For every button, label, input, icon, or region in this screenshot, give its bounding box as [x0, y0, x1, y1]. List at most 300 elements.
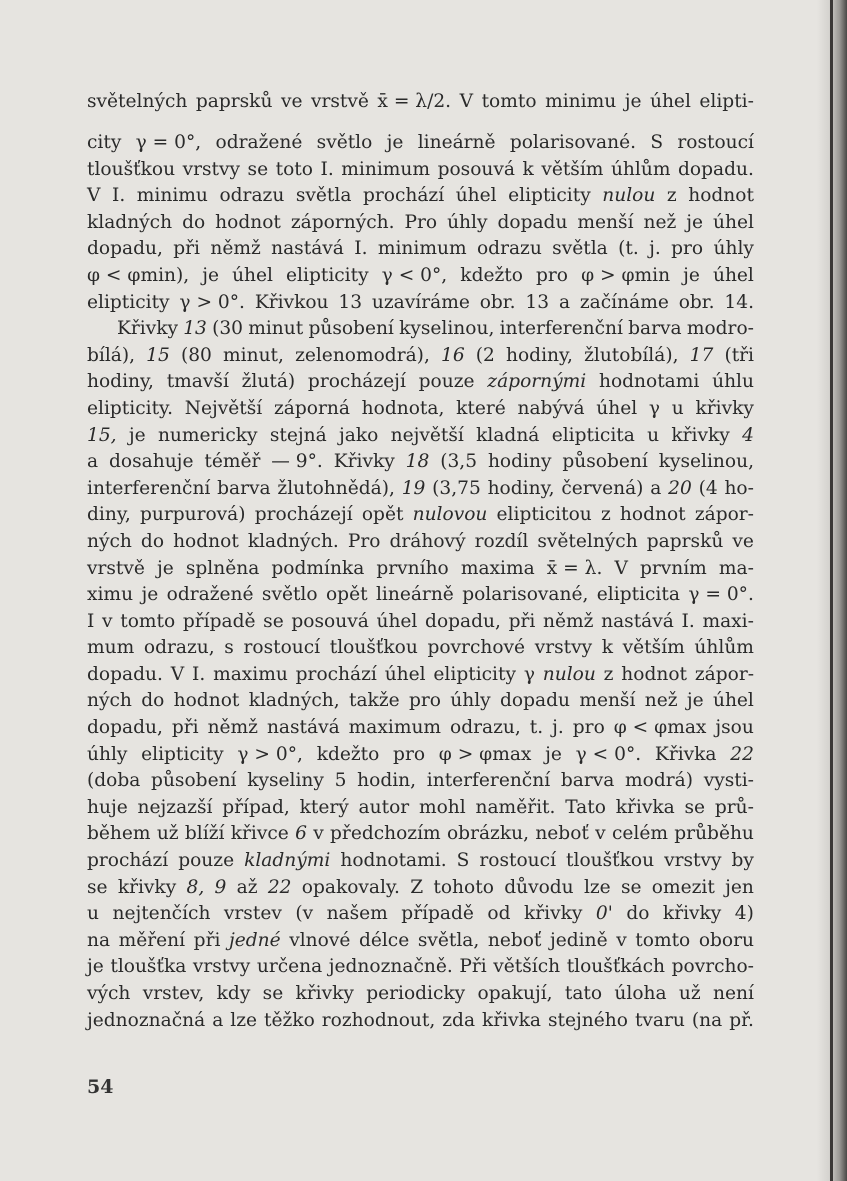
word: v: [616, 929, 627, 951]
text-line: [87, 742, 754, 769]
word: V: [87, 185, 101, 207]
text-line: [87, 954, 754, 981]
word: opět: [325, 584, 368, 606]
word: φ < φmax: [613, 717, 707, 739]
word: hodiny,: [506, 344, 573, 366]
word: lze: [583, 876, 611, 898]
word: obrázku,: [446, 823, 530, 845]
text-line: [87, 423, 754, 450]
word: barva: [628, 318, 682, 340]
word: I.: [681, 610, 695, 632]
word: by: [731, 850, 754, 872]
word: Při: [459, 956, 487, 978]
word: tloušťkou: [566, 850, 655, 872]
word: Největší: [184, 397, 263, 419]
word: je: [686, 690, 704, 712]
word: případě: [182, 610, 256, 632]
word: kyselinou,: [658, 451, 754, 473]
word: se: [684, 796, 706, 818]
word: γ < 0°.: [575, 743, 642, 765]
word: nastává: [601, 610, 674, 632]
word: němž: [543, 610, 594, 632]
word: (tři: [724, 344, 754, 366]
word: s: [224, 637, 234, 659]
text-line: [87, 848, 754, 875]
word: světlo: [316, 132, 373, 153]
word: v: [595, 823, 606, 845]
word: hodnot: [173, 530, 239, 552]
word: neboť: [487, 929, 542, 951]
word: (3,75: [432, 477, 481, 499]
word: je: [128, 424, 146, 446]
word: S: [650, 132, 664, 153]
word: procházejí: [254, 504, 353, 526]
word: 15,: [87, 424, 117, 446]
word: obr.: [678, 291, 715, 313]
word: V: [614, 557, 628, 579]
text-line: [87, 369, 754, 396]
text-line: [87, 582, 754, 609]
word: dopadu,: [87, 238, 163, 260]
word: I.: [191, 663, 206, 685]
word: zápor-: [694, 504, 754, 526]
word: (v: [295, 903, 314, 925]
word: nastává: [271, 238, 344, 260]
word: u: [671, 397, 684, 419]
text-line: [87, 662, 754, 689]
word: 8,: [186, 876, 205, 898]
word: hodnot: [619, 504, 686, 526]
word: hodnota,: [361, 397, 445, 419]
word: autor: [358, 796, 410, 818]
word: který: [299, 796, 349, 818]
word: nejtenčích: [112, 903, 211, 925]
word: I.: [320, 158, 334, 180]
word: podmínka: [271, 557, 365, 579]
word: rozhodnout,: [321, 1009, 436, 1031]
word: Pro: [404, 211, 438, 233]
word: jednoznačně.: [328, 956, 453, 978]
word: z: [666, 185, 677, 207]
word: j.: [552, 717, 564, 739]
word: které: [456, 397, 506, 419]
word: a: [87, 451, 99, 473]
word: kladných,: [248, 690, 340, 712]
word: hodiny: [487, 451, 552, 473]
word: elipticity: [508, 185, 591, 207]
word: jsou: [715, 717, 754, 739]
word: oboru: [698, 929, 754, 951]
word: dopadu: [497, 211, 568, 233]
word: úhel: [713, 211, 754, 233]
word: φ > φmax: [438, 743, 532, 765]
word: (t.: [618, 238, 639, 260]
word: hodnot: [621, 663, 688, 685]
word: opět: [361, 504, 404, 526]
word: z: [603, 663, 614, 685]
text-line: [87, 875, 754, 902]
word: elipticity: [141, 743, 224, 765]
text-line: [87, 795, 754, 822]
word: dopadu,: [87, 717, 163, 739]
word: úhel: [232, 264, 273, 286]
text-line: [87, 263, 754, 290]
word: k: [601, 637, 614, 659]
word: už: [678, 983, 701, 1004]
word: do: [626, 903, 650, 925]
word: rostoucí: [677, 132, 754, 153]
word: záporná: [273, 397, 350, 419]
word: nabývá: [517, 397, 585, 419]
word: city: [87, 132, 122, 153]
word: minimu: [545, 90, 617, 112]
word: se: [247, 158, 269, 180]
word: odrazu,: [143, 637, 215, 659]
word: na: [87, 929, 111, 951]
word: křivky: [695, 397, 754, 419]
word: světla,: [417, 929, 480, 951]
word: tato: [564, 983, 603, 1004]
word: je: [157, 557, 174, 579]
word: 13: [183, 318, 207, 340]
word: γ = 0°,: [135, 132, 202, 153]
word: huje: [87, 796, 128, 818]
word: křivka: [615, 796, 675, 818]
word: při: [171, 717, 199, 739]
word: úhlu: [712, 371, 754, 393]
word: kdežto: [460, 264, 523, 286]
word: dopadu.: [87, 663, 163, 685]
word: hodin,: [357, 770, 417, 792]
text-line: [87, 529, 754, 556]
text-line: [87, 183, 754, 210]
word: tomto: [635, 929, 691, 951]
word: k: [522, 158, 534, 180]
word: působení: [151, 770, 237, 792]
word: kladnými: [244, 850, 331, 872]
word: γ > 0°,: [237, 743, 303, 765]
word: u: [647, 424, 660, 446]
word: γ: [648, 397, 661, 419]
word: u: [87, 903, 99, 925]
text-line: [87, 130, 754, 157]
word: minimum: [341, 158, 431, 180]
word: zda: [442, 1009, 476, 1031]
word: vlnové: [289, 929, 351, 951]
word: φ > φmin: [581, 264, 671, 286]
word: kdežto: [316, 743, 380, 765]
word: Křivka: [654, 743, 717, 765]
word: křivky: [671, 424, 730, 446]
word: němž: [207, 717, 258, 739]
word: opakují,: [477, 983, 553, 1004]
word: mohl: [418, 796, 466, 818]
word: hodnot: [688, 185, 754, 207]
word: největší: [390, 424, 464, 446]
word: tloušťka: [110, 956, 187, 978]
word: hodnotami: [598, 371, 700, 393]
word: je: [624, 90, 642, 112]
word: v: [313, 823, 324, 845]
word: úhel: [712, 690, 754, 712]
word: úhlům: [694, 637, 754, 659]
word: se: [263, 610, 284, 632]
word: stejná: [269, 424, 327, 446]
word: ve: [732, 530, 754, 552]
word: působení: [308, 318, 394, 340]
word: pouze: [418, 371, 475, 393]
word: V: [459, 90, 474, 112]
word: interferenční: [87, 477, 211, 499]
word: vrstvy: [182, 158, 240, 180]
word: do: [140, 530, 165, 552]
word: tloušťkou: [87, 158, 176, 180]
word: procházejí: [307, 371, 406, 393]
word: j.: [649, 238, 661, 260]
word: tmavší: [166, 371, 229, 393]
word: a: [212, 1009, 224, 1031]
text-line: [87, 928, 754, 955]
word: γ < 0°,: [381, 264, 448, 286]
word: maxi-: [702, 610, 754, 632]
word: vrstvy: [192, 956, 251, 978]
text-line: [87, 157, 754, 184]
word: lineárně: [375, 584, 454, 606]
word: minut: [248, 318, 304, 340]
word: je: [686, 211, 704, 233]
word: elipticita: [551, 424, 635, 446]
word: neboť: [535, 823, 589, 845]
word: maximu: [213, 663, 288, 685]
word: minimum: [377, 238, 467, 260]
word: lze: [230, 1009, 258, 1031]
word: γ > 0°.: [179, 291, 245, 313]
word: φ < φmin),: [87, 264, 190, 286]
word: tloušťkách: [566, 956, 666, 978]
word: 4: [742, 424, 754, 446]
word: je: [87, 956, 104, 978]
word: odrazu: [476, 238, 542, 260]
word: I.: [111, 185, 126, 207]
text-line: [87, 74, 754, 130]
text-line: [87, 476, 754, 503]
word: křivce: [230, 823, 289, 845]
word: blíží: [184, 823, 225, 845]
word: je: [386, 132, 404, 153]
word: jedině: [550, 929, 608, 951]
word: křivky: [295, 983, 354, 1004]
formula-x-lambda-half: x̄ = λ/2.: [377, 90, 452, 112]
word: pro: [393, 743, 426, 765]
text-line: [87, 981, 754, 1008]
word: vrstvě: [87, 557, 145, 579]
word: případ,: [222, 796, 290, 818]
word: toto: [275, 158, 313, 180]
word: pro: [671, 238, 704, 260]
text-line: [87, 396, 754, 423]
word: 0': [595, 903, 613, 925]
word: minut,: [223, 344, 284, 366]
word: ných: [87, 530, 132, 552]
word: kladných.: [247, 530, 339, 552]
word: γ: [523, 663, 535, 685]
word: barva: [560, 770, 615, 792]
word: při: [508, 610, 536, 632]
text-line: [87, 1008, 754, 1035]
word: úhel: [712, 264, 754, 286]
word: úhly: [87, 743, 128, 765]
word: 13: [525, 291, 550, 313]
word: odražené: [166, 584, 254, 606]
word: splněna: [185, 557, 260, 579]
word: 5: [334, 770, 347, 792]
word: záporných.: [290, 211, 395, 233]
word: maxima: [460, 557, 535, 579]
word: 6: [295, 823, 307, 845]
word: úhel: [649, 90, 691, 112]
word: nastává: [266, 717, 340, 739]
word: Pro: [347, 530, 381, 552]
word: tomto: [481, 90, 537, 112]
word: jedné: [229, 929, 281, 951]
word: zelenomodrá),: [295, 344, 430, 366]
word: němž: [210, 238, 261, 260]
word: úhel: [596, 397, 638, 419]
word: bílá),: [87, 344, 136, 366]
word: kladných: [87, 211, 173, 233]
word: délce: [358, 929, 410, 951]
word: (80: [180, 344, 212, 366]
word: je: [202, 264, 220, 286]
word: se: [87, 876, 108, 898]
word: I: [87, 610, 95, 632]
word: V: [170, 663, 185, 685]
word: úloha: [614, 983, 667, 1004]
word: nulovou: [412, 504, 488, 526]
word: je: [683, 264, 700, 286]
word: už: [156, 823, 179, 845]
word: Z: [410, 876, 424, 898]
word: (2: [475, 344, 495, 366]
word: nulou: [542, 663, 596, 685]
word: červená): [561, 477, 644, 499]
text-line: [87, 821, 754, 848]
word: křivky: [662, 903, 722, 925]
word: elipticita: [596, 584, 680, 606]
word: světla: [552, 238, 608, 260]
word: úhly: [713, 238, 754, 260]
text-line: [87, 635, 754, 662]
word: (3,5: [440, 451, 478, 473]
word: posouvá: [437, 158, 515, 180]
text-line: [87, 236, 754, 263]
word: maximum: [348, 717, 442, 739]
word: při: [193, 929, 221, 951]
word: důvodu: [504, 876, 574, 898]
word: x̄ = λ.: [546, 557, 603, 579]
text-line: [87, 449, 754, 476]
word: křivka: [482, 1009, 542, 1031]
word: dosahuje: [109, 451, 194, 473]
text-line: [87, 502, 754, 529]
word: pro: [536, 264, 568, 286]
word: elipticity.: [87, 397, 173, 419]
word: obr.: [479, 291, 516, 313]
word: úhel: [455, 185, 497, 207]
book-spine-edge: [830, 0, 833, 1181]
word: křivky: [524, 903, 583, 925]
word: ho-: [724, 477, 754, 499]
word: jako: [339, 424, 379, 446]
word: dopadu,: [425, 610, 501, 632]
word: (4: [698, 477, 718, 499]
word: je: [141, 584, 159, 606]
word: polarisované.: [509, 132, 637, 153]
word: měření: [118, 929, 186, 951]
word: 20: [668, 477, 692, 499]
word: odražené: [215, 132, 303, 153]
word: odrazu,: [450, 717, 521, 739]
word: S: [456, 850, 470, 872]
body-text: [87, 74, 754, 1034]
word: hodnotami.: [340, 850, 447, 872]
word: povrcho-: [671, 956, 754, 978]
word: minimu: [136, 185, 208, 207]
text-line: [87, 901, 754, 928]
word: vrstev: [223, 903, 282, 925]
word: světelných: [87, 90, 188, 112]
word: stejného: [548, 1009, 628, 1031]
word: a: [650, 477, 662, 499]
word: polarisované,: [462, 584, 589, 606]
word: uzavíráme: [371, 291, 470, 313]
word: tomto: [120, 610, 176, 632]
word: dopadu: [500, 690, 570, 712]
word: do: [141, 690, 165, 712]
word: takže: [349, 690, 400, 712]
word: nulou: [602, 185, 656, 207]
word: interferenční: [499, 318, 623, 340]
word: tohoto: [433, 876, 494, 898]
word: Křivky: [333, 451, 395, 473]
page-number: 54: [87, 1076, 114, 1098]
word: naměřit.: [475, 796, 556, 818]
word: průběhu: [674, 823, 754, 845]
word: téměř: [204, 451, 261, 473]
word: modrá): [625, 770, 693, 792]
word: povrchové: [427, 637, 526, 659]
word: vysti-: [703, 770, 754, 792]
word: 15: [146, 344, 170, 366]
word: diny,: [87, 504, 131, 526]
word: I.: [354, 238, 368, 260]
word: žlutá): [241, 371, 296, 393]
word: v: [102, 610, 113, 632]
word: t.: [529, 717, 544, 739]
word: úhlům: [610, 158, 671, 180]
text-line: [87, 343, 754, 370]
word: prvním: [639, 557, 707, 579]
word: barva: [217, 477, 271, 499]
word: 13: [338, 291, 363, 313]
word: modro-: [686, 318, 754, 340]
word: prochází: [87, 850, 169, 872]
word: Křivky: [117, 318, 179, 340]
word: než: [644, 690, 678, 712]
word: našem: [326, 903, 388, 925]
word: ma-: [718, 557, 754, 579]
word: kyselinou,: [399, 318, 495, 340]
